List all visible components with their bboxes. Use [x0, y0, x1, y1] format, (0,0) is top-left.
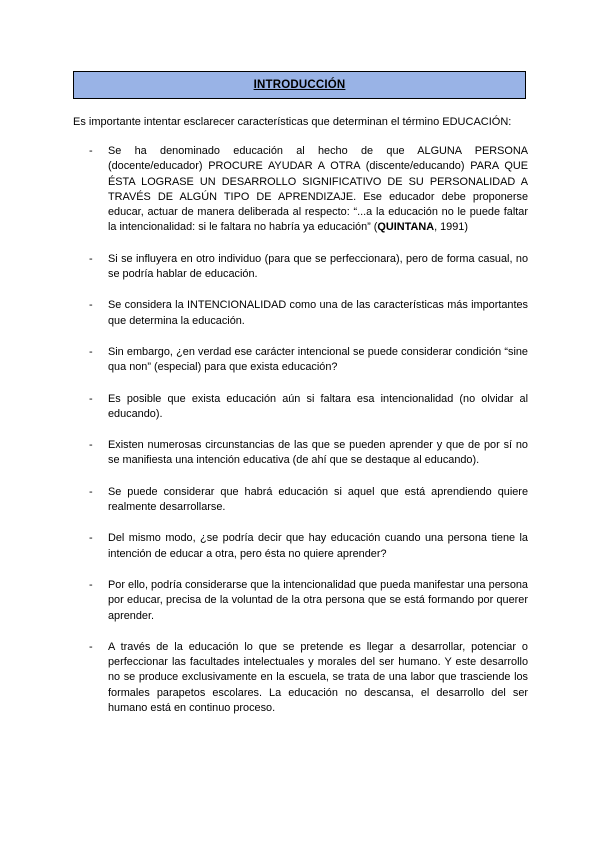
bullet-dash: -: [89, 392, 93, 405]
list-item-text: Se considera la INTENCIONALIDAD como una de las características más importantes que determina la educación.: [108, 299, 528, 327]
list-item-text: Existen numerosas circunstancias de las que se pueden aprender y que de por sí no se manifiesta una intención educativa (de ahí que se destaque al educando).: [108, 439, 528, 467]
list-item-text: [108, 145, 528, 233]
list-item: [73, 392, 528, 423]
list-item: [73, 531, 528, 562]
intro-paragraph: Es importante intentar esclarecer características que determinan el término EDUCACIÓN:: [73, 116, 512, 128]
list-item-text: A través de la educación lo que se pretende es llegar a desarrollar, potenciar o perfeccionar las facultades intelectuales y morales del ser humano. Y este desarrollo no se produce exclusivamente en la escuela, se trata de una labor que trasciende los formales parapetos escolares. La educación no descansa, el desarrollo del ser humano está en continuo proceso.: [108, 640, 528, 715]
list-item: [73, 298, 528, 329]
list-item: [73, 144, 528, 236]
bullet-list: [73, 144, 528, 732]
list-item: [73, 578, 528, 624]
list-item-text: Es posible que exista educación aún si faltara esa intencionalidad (no olvidar al educando).: [108, 392, 528, 420]
list-item-text-before: Se ha denominado educación al hecho de que ALGUNA PERSONA (docente/educador) PROCURE AYUDAR A OTRA (discente/educando) PARA QUE ÉSTA LOGRASE UN DESARROLLO SIGNIFICATIVO DE SU PERSONALIDAD A TRAVÉS DE ALGÚN TIPO DE APRENDIZAJE. Ese educador debe proponerse educar, actuar de manera deliberada al respecto: “...a la educación no le puede faltar la intencionalidad: si le faltara no habría ya educación” (: [108, 145, 528, 234]
list-item: [73, 485, 528, 516]
author-name: QUINTANA: [377, 221, 435, 234]
title-box: [73, 71, 526, 99]
bullet-dash: -: [89, 252, 93, 265]
list-item-text: Si se influyera en otro individuo (para que se perfeccionara), pero de forma casual, no se podría hablar de educación.: [108, 252, 528, 281]
bullet-dash: -: [89, 345, 93, 358]
list-item-text: Sin embargo, ¿en verdad ese carácter intencional se puede considerar condición “sine qua non” (especial) para que exista educación?: [108, 345, 528, 374]
bullet-dash: -: [89, 532, 93, 545]
bullet-dash: -: [89, 485, 93, 498]
bullet-dash: -: [89, 640, 93, 653]
list-item: [73, 640, 528, 716]
list-item-text-after: , 1991): [434, 221, 468, 234]
list-item: [73, 252, 528, 283]
list-item-text: Se puede considerar que habrá educación si aquel que está aprendiendo quiere realmente desarrollarse.: [108, 485, 528, 514]
bullet-dash: -: [89, 439, 93, 452]
bullet-dash: -: [89, 145, 93, 157]
bullet-dash: -: [89, 299, 93, 312]
list-item-text: Del mismo modo, ¿se podría decir que hay educación cuando una persona tiene la intención de educar a otra, pero ésta no quiere aprender?: [108, 532, 528, 560]
list-item: [73, 438, 528, 469]
list-item-text: Por ello, podría considerarse que la intencionalidad que pueda manifestar una persona por educar, precisa de la voluntad de la otra persona que se está formando por querer aprender.: [108, 578, 528, 622]
list-item: [73, 345, 528, 376]
bullet-dash: -: [89, 578, 93, 591]
page-title: INTRODUCCIÓN: [253, 79, 346, 91]
